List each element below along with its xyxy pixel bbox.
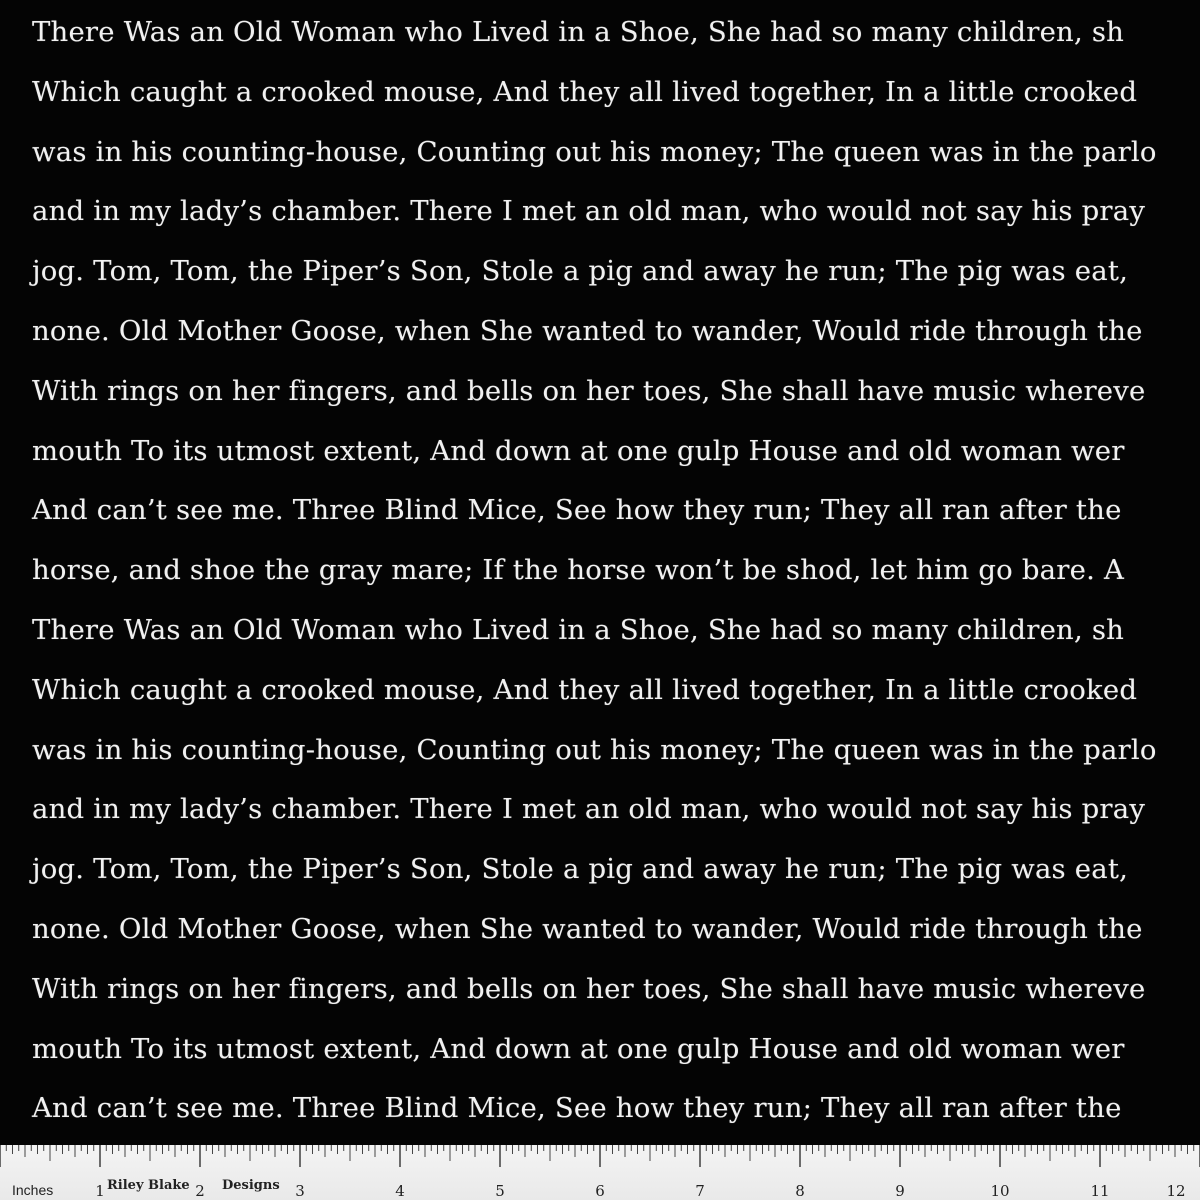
- measurement-ruler: [0, 1145, 1200, 1200]
- ruler-number: 3: [295, 1182, 305, 1200]
- fabric-text-line: Which caught a crooked mouse, And they all lived together, In a little crooked: [32, 673, 1138, 706]
- fabric-text-line: And can’t see me. Three Blind Mice, See how they run; They all ran after the: [32, 494, 1122, 527]
- fabric-text-line: mouth To its utmost extent, And down at one gulp House and old woman wer: [32, 1032, 1125, 1065]
- ruler-number: 8: [795, 1182, 805, 1200]
- ruler-number: 12: [1166, 1182, 1186, 1200]
- ruler-number: 7: [695, 1182, 705, 1200]
- fabric-text-line: and in my lady’s chamber. There I met an old man, who would not say his pray: [32, 793, 1146, 826]
- fabric-text-line: There Was an Old Woman who Lived in a Shoe, She had so many children, sh: [32, 16, 1125, 48]
- fabric-text-line: jog. Tom, Tom, the Piper’s Son, Stole a pig and away he run; The pig was eat,: [32, 255, 1129, 288]
- ruler-number: 2: [195, 1182, 205, 1200]
- ruler-number: 6: [595, 1182, 605, 1200]
- ruler-number: 10: [990, 1182, 1010, 1200]
- fabric-text-line: none. Old Mother Goose, when She wanted to wander, Would ride through the: [32, 913, 1143, 945]
- fabric-text-line: There Was an Old Woman who Lived in a Shoe, She had so many children, sh: [32, 614, 1125, 646]
- fabric-text-line: and in my lady’s chamber. There I met an old man, who would not say his pray: [32, 195, 1146, 228]
- fabric-text-line: mouth To its utmost extent, And down at one gulp House and old woman wer: [32, 434, 1125, 467]
- ruler-number: 1: [95, 1182, 105, 1200]
- fabric-text-line: was in his counting-house, Counting out his money; The queen was in the parlo: [32, 733, 1157, 766]
- ruler-brand-designs: Designs: [222, 1178, 280, 1193]
- fabric-text-line: Which caught a crooked mouse, And they all lived together, In a little crooked: [32, 75, 1138, 108]
- ruler-unit-label: Inches: [12, 1182, 54, 1198]
- fabric-text-line: With rings on her fingers, and bells on her toes, She shall have music whereve: [32, 374, 1146, 407]
- ruler-number: 4: [395, 1182, 405, 1200]
- fabric-text-line: jog. Tom, Tom, the Piper’s Son, Stole a pig and away he run; The pig was eat,: [32, 853, 1129, 886]
- ruler-number: 11: [1090, 1182, 1110, 1200]
- ruler-brand-name: Riley Blake: [107, 1178, 190, 1193]
- ruler-number: 9: [895, 1182, 905, 1200]
- ruler-number: 5: [495, 1182, 505, 1200]
- fabric-text-line: horse, and shoe the gray mare; If the horse won’t be shod, let him go bare. A: [32, 554, 1125, 587]
- fabric-text-line: was in his counting-house, Counting out his money; The queen was in the parlo: [32, 135, 1157, 168]
- fabric-text-line: And can’t see me. Three Blind Mice, See how they run; They all ran after the: [32, 1092, 1122, 1125]
- fabric-text-line: With rings on her fingers, and bells on her toes, She shall have music whereve: [32, 972, 1146, 1005]
- fabric-text-line: none. Old Mother Goose, when She wanted to wander, Would ride through the: [32, 315, 1143, 347]
